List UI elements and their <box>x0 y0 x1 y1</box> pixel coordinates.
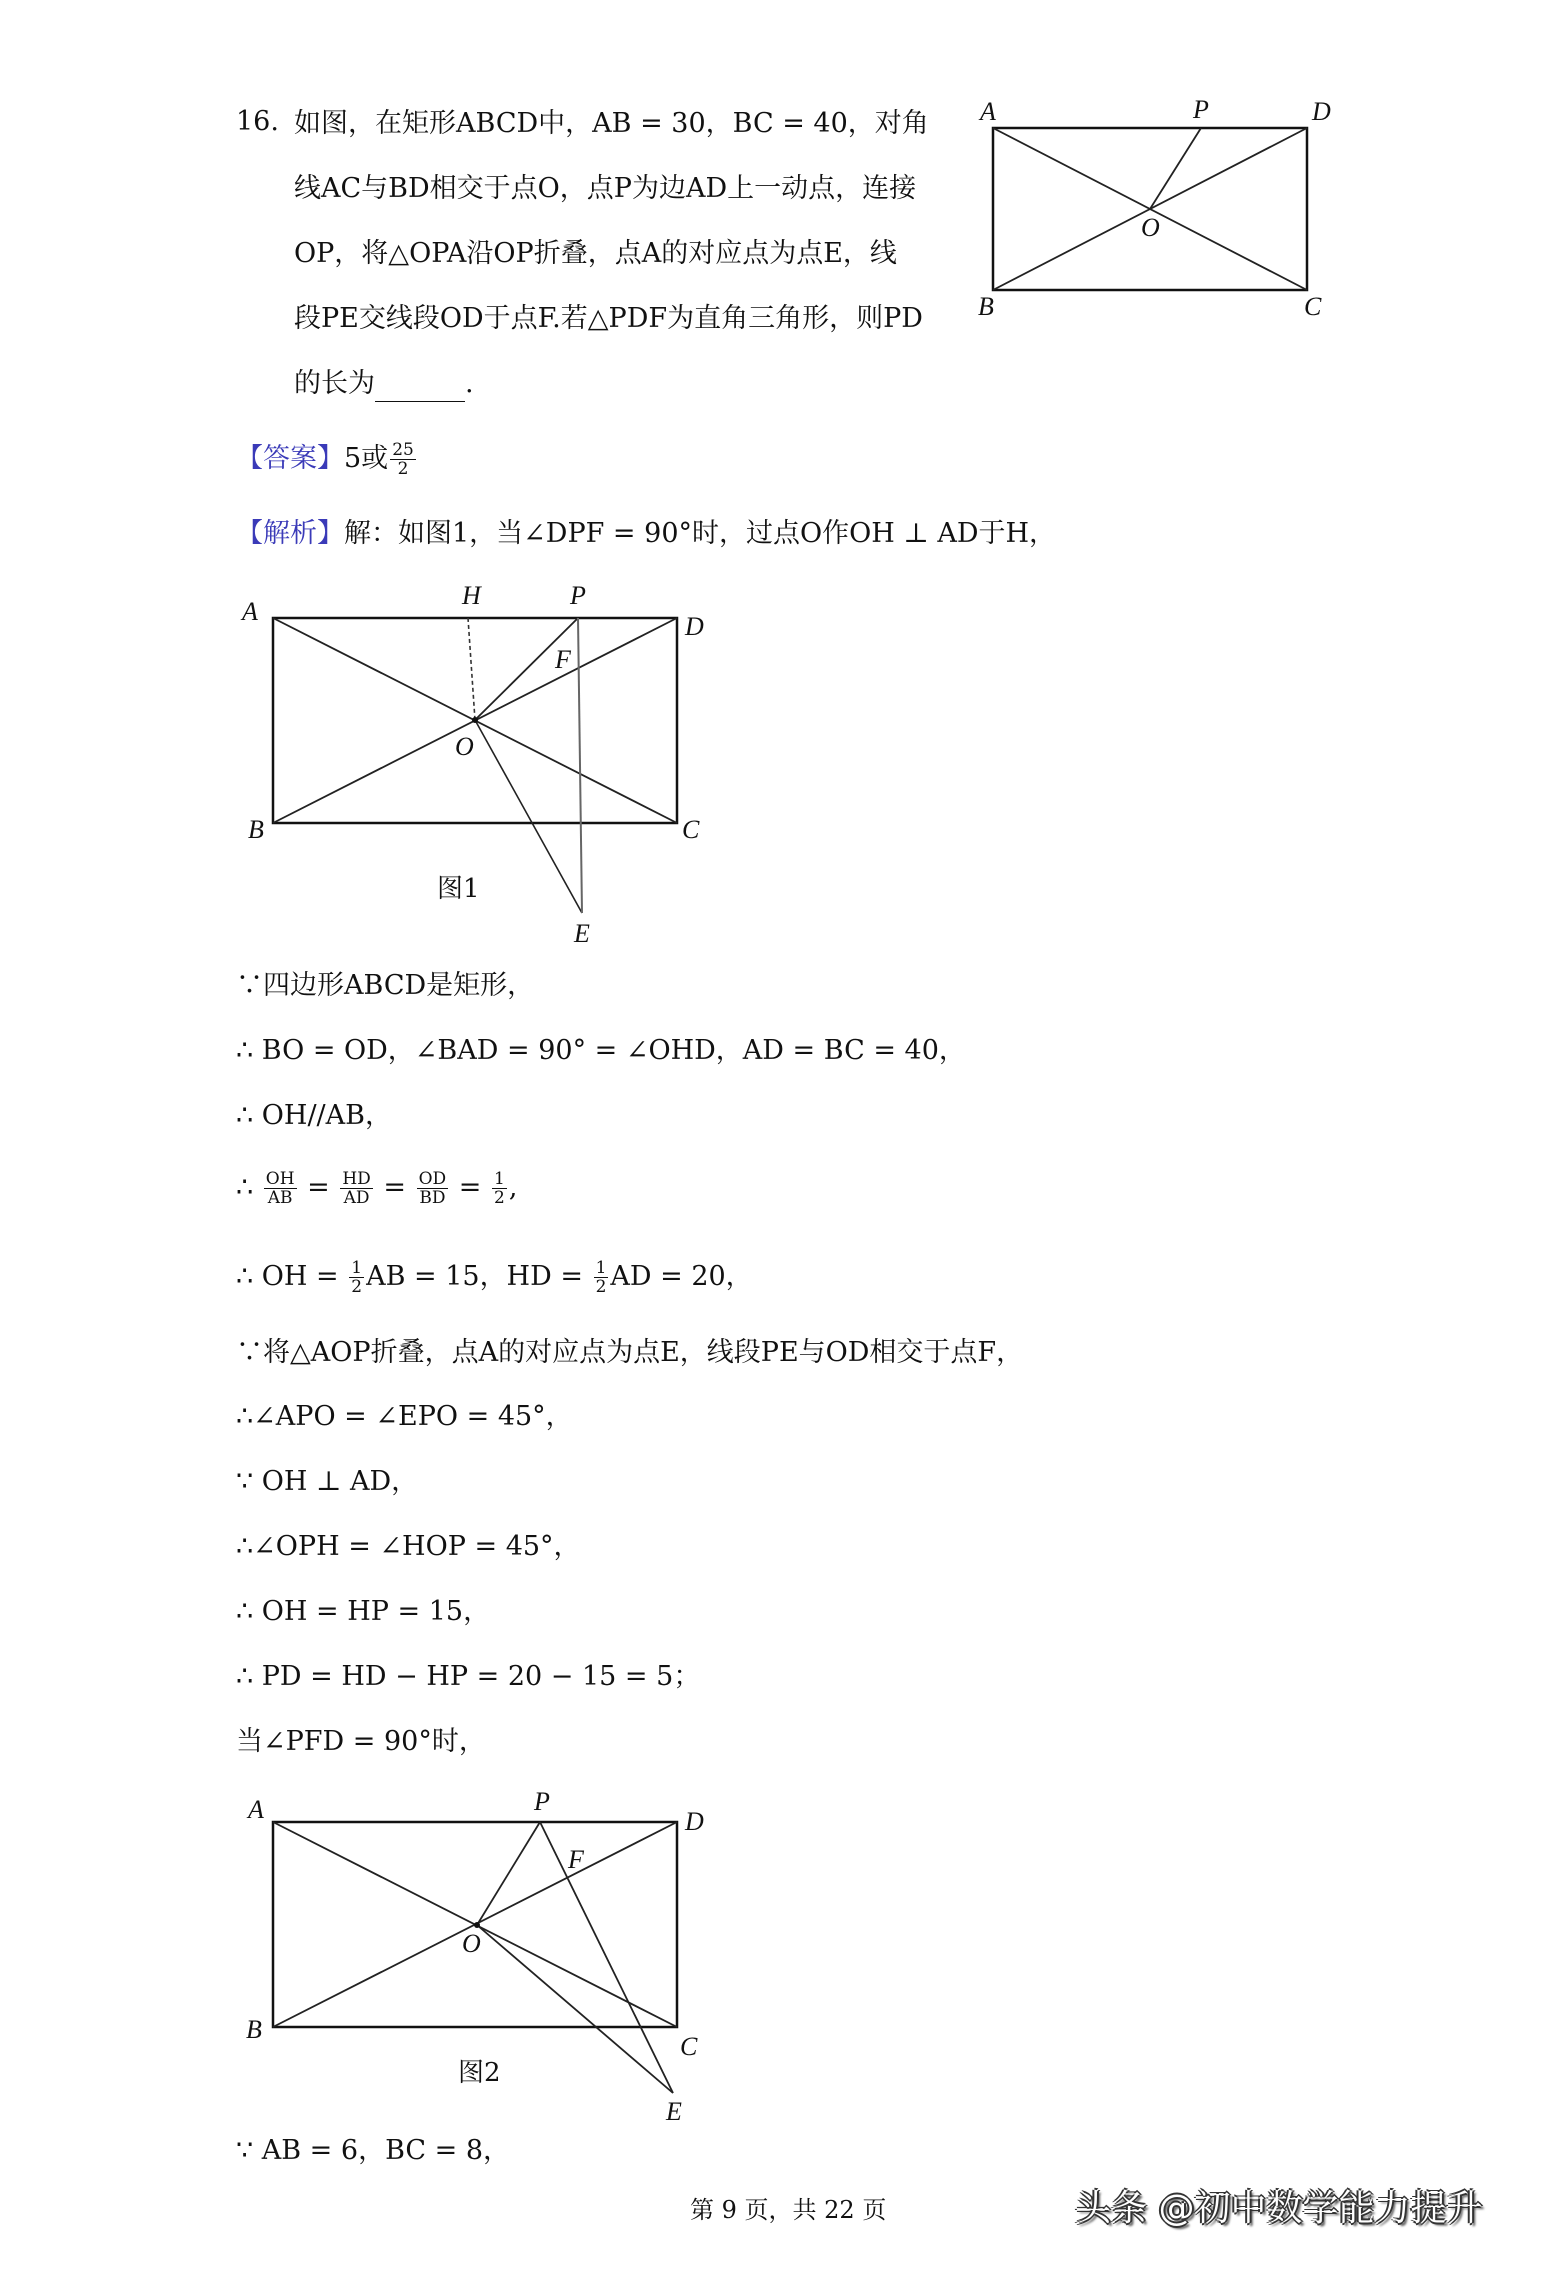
step-10: ∴ OH = HP = 15， <box>236 1596 491 1627</box>
analysis-tag: 【解析】 <box>236 518 344 549</box>
step-7: ∴∠APO = ∠EPO = 45°， <box>236 1401 573 1432</box>
fig2-label-P: P <box>534 1787 550 1816</box>
fig1-label-P: P <box>570 581 586 610</box>
fig1-label-E: E <box>574 919 590 948</box>
fig1-label-A: A <box>242 597 258 626</box>
figure-2-caption: 图2 <box>458 2058 501 2088</box>
problem-line-5-text: 的长为 <box>294 368 375 399</box>
fig1-label-O: O <box>455 732 474 761</box>
step-2: ∴ BO = OD，∠BAD = 90° = ∠OHD，AD = BC = 40， <box>236 1035 966 1066</box>
step-1: ∵四边形ABCD是矩形， <box>236 970 535 1001</box>
problem-line-5-end: . <box>465 368 474 399</box>
label-C: C <box>1304 292 1322 321</box>
problem-number: 16. <box>236 106 279 137</box>
label-A: A <box>980 97 996 126</box>
fig2-label-F: F <box>568 1845 584 1874</box>
problem-line-2: 线AC与BD相交于点O，点P为边AD上一动点，连接 <box>294 173 917 204</box>
problem-line-5 <box>294 366 474 402</box>
label-D: D <box>1312 97 1331 126</box>
fig2-label-B: B <box>246 2015 262 2044</box>
fig1-label-B: B <box>248 815 264 844</box>
analysis-line <box>236 516 1056 552</box>
page-footer: 第 9 页，共 22 页 <box>690 2196 887 2224</box>
step-ratio: ∴ $\frac{OH}{AB}$ = $\frac{HD}{AD}$ = $\frac{OD}{BD}$ = $\frac{1}{2}$ , <box>236 1169 518 1208</box>
step-half: ∴ OH = $\frac{1}{2}$ AB = 15，HD = $\frac{1}{2}$ AD = 20， <box>236 1258 753 1297</box>
problem-line-1: 如图，在矩形ABCD中，AB = 30，BC = 40，对角 <box>294 108 929 139</box>
answer-blank <box>375 375 465 402</box>
fig1-label-C: C <box>682 815 700 844</box>
figure-1 <box>230 570 730 950</box>
problem-diagram <box>960 90 1340 330</box>
analysis-intro: 解：如图1，当∠DPF = 90°时，过点O作OH ⊥ AD于H， <box>344 518 1057 549</box>
label-O: O <box>1141 213 1160 242</box>
step-12: 当∠PFD = 90°时， <box>236 1726 486 1757</box>
fig2-label-A: A <box>248 1795 264 1824</box>
label-P: P <box>1193 95 1209 124</box>
fig1-label-D: D <box>685 612 704 641</box>
step-11: ∴ PD = HD − HP = 20 − 15 = 5； <box>236 1661 701 1692</box>
fig1-label-F: F <box>555 645 571 674</box>
last-line: ∵ AB = 6，BC = 8， <box>236 2135 511 2166</box>
step-6: ∵将△AOP折叠，点A的对应点为点E，线段PE与OD相交于点F， <box>236 1337 1024 1368</box>
fig2-label-C: C <box>680 2032 698 2061</box>
answer-tag: 【答案】 <box>236 443 344 474</box>
figure-1-caption: 图1 <box>437 874 480 904</box>
fig1-label-H: H <box>462 581 481 610</box>
fig2-label-E: E <box>666 2097 682 2126</box>
fig2-label-D: D <box>685 1807 704 1836</box>
step-9: ∴∠OPH = ∠HOP = 45°， <box>236 1531 581 1562</box>
step-3: ∴ OH//AB， <box>236 1100 392 1131</box>
answer-line <box>236 441 418 478</box>
step-8: ∵ OH ⊥ AD， <box>236 1466 419 1497</box>
answer-prefix: 5或 <box>344 443 389 474</box>
answer-fraction: $\frac{25}{2}$ <box>392 440 414 479</box>
problem-line-3: OP，将△OPA沿OP折叠，点A的对应点为点E，线 <box>294 238 897 269</box>
problem-line-4: 段PE交线段OD于点F.若△PDF为直角三角形，则PD <box>294 303 923 334</box>
label-B: B <box>978 292 994 321</box>
fig2-label-O: O <box>462 1929 481 1958</box>
watermark: 头条 @初中数学能力提升 <box>1075 2188 1483 2229</box>
